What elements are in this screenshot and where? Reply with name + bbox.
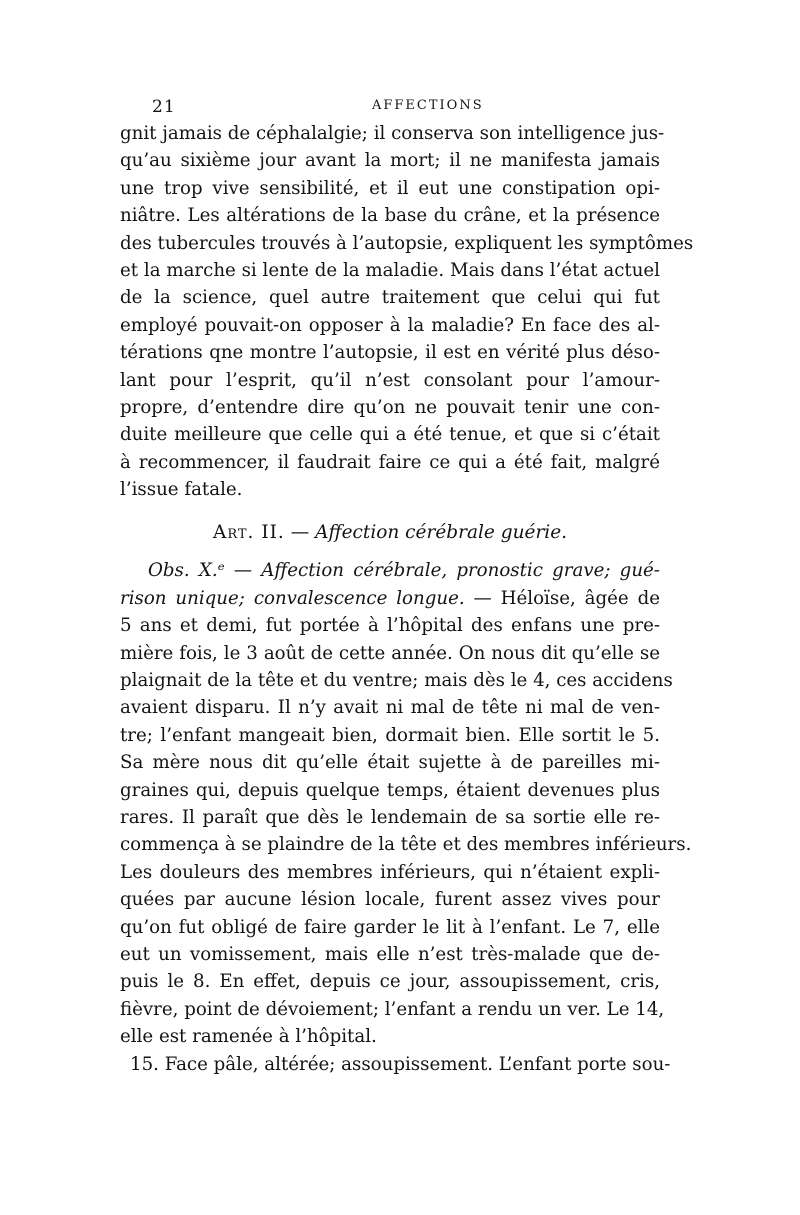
text-line: Sa mère nous dit qu’elle était sujette à de pareilles mi- <box>120 752 660 774</box>
observation-text: — Héloïse, âgée de <box>464 587 661 609</box>
text-line: duite meilleure que celle qui a été tenue, et que si c’était <box>120 424 660 446</box>
running-head <box>150 97 655 119</box>
paragraph-autopsy-discussion <box>120 120 694 503</box>
body-text <box>120 120 694 1078</box>
text-line: térations qne montre l’autopsie, il est en vérité plus déso- <box>120 342 660 364</box>
text-line: commença à se plaindre de la tête et des membres inférieurs. <box>120 834 692 856</box>
text-line <box>120 585 660 612</box>
text-line: propre, d’entendre dire qu’on ne pouvait tenir une con- <box>120 396 660 418</box>
text-line: mière fois, le 3 août de cette année. On nous dit qu’elle se <box>120 642 660 664</box>
running-title: AFFECTIONS <box>372 98 484 113</box>
text-line: gnit jamais de céphalalgie; il conserva son intelligence jus- <box>120 123 665 144</box>
section-title: Affection cérébrale guérie. <box>315 522 568 544</box>
text-line: puis le 8. En effet, depuis ce jour, assoupissement, cris, <box>120 971 660 993</box>
observation-heading-line <box>120 557 660 584</box>
section-dash: — <box>290 522 310 544</box>
text-line: une trop vive sensibilité, et il eut une constipation opi- <box>120 177 660 199</box>
text-line: employé pouvait-on opposer à la maladie? En face des al- <box>120 314 660 336</box>
text-line: Les douleurs des membres inférieurs, qui n’étaient expli- <box>120 861 660 883</box>
text-line: fièvre, point de dévoiement; l’enfant a rendu un ver. Le 14, <box>120 998 665 1020</box>
text-line: elle est ramenée à l’hôpital. <box>120 1026 377 1048</box>
text-line: avaient disparu. Il n’y avait ni mal de tête ni mal de ven- <box>120 697 660 719</box>
section-article-label: Art. II. <box>212 522 285 544</box>
text-line: 5 ans et demi, fut portée à l’hôpital des enfans une pre- <box>120 615 660 637</box>
observation-title: Affection cérébrale, pronostic grave; gué- <box>261 560 660 582</box>
text-line: et la marche si lente de la maladie. Mais dans l’état actuel <box>120 259 660 281</box>
section-heading <box>120 509 660 557</box>
text-line: plaignait de la tête et du ventre; mais dès le 4, ces accidens <box>120 670 673 692</box>
text-line: quées par aucune lésion locale, furent assez vives pour <box>120 889 660 911</box>
text-line: lant pour l’esprit, qu’il n’est consolant pour l’amour- <box>120 369 660 391</box>
observation-dash: — <box>233 560 253 582</box>
text-line: rares. Il paraît que dès le lendemain de sa sortie elle re- <box>120 806 660 828</box>
text-line: de la science, quel autre traitement que celui qui fut <box>120 287 660 309</box>
text-line: des tubercules trouvés à l’autopsie, expliquent les symptômes <box>120 232 694 254</box>
observation-label: Obs. X.ᵉ <box>148 560 225 582</box>
text-line: eut un vomissement, mais elle n’est très-malade que de- <box>120 943 660 965</box>
text-line: l’issue fatale. <box>120 479 243 501</box>
text-line: à recommencer, il faudrait faire ce qui a été fait, malgré <box>120 451 660 473</box>
text-line: qu’on fut obligé de faire garder le lit à l’enfant. Le 7, elle <box>120 916 660 938</box>
observation-paragraph <box>120 557 692 1077</box>
text-line: graines qui, depuis quelque temps, étaient devenues plus <box>120 779 660 801</box>
page-number: 21 <box>152 97 176 117</box>
observation-title-cont: rison unique; convalescence longue. <box>120 587 465 609</box>
text-line: niâtre. Les altérations de la base du crâne, et la présence <box>120 205 660 227</box>
text-line: tre; l’enfant mangeait bien, dormait bien. Elle sortit le 5. <box>120 724 660 746</box>
text-line: 15. Face pâle, altérée; assoupissement. L’enfant porte sou- <box>130 1053 671 1075</box>
text-line: qu’au sixième jour avant la mort; il ne manifesta jamais <box>120 150 660 172</box>
